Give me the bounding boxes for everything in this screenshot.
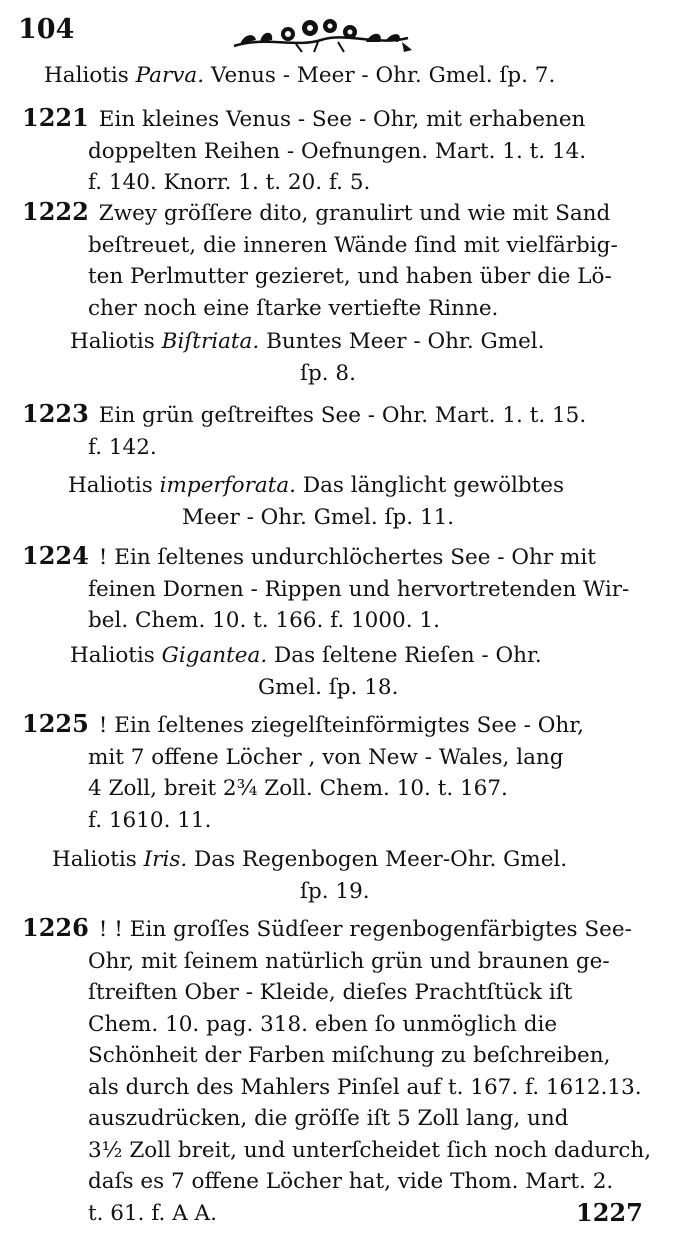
entry-number: 1225 — [22, 709, 89, 738]
species-name: Iris. — [143, 847, 188, 872]
entry-line: bel. Chem. 10. t. 166. f. 1000. 1. — [88, 608, 440, 633]
catalog-entry — [22, 196, 662, 324]
entry-line: f. 142. — [88, 434, 157, 460]
entry-line: ten Perlmutter gezieret, und haben über die Lö- — [88, 264, 612, 289]
entry-line: ! ! Ein groſſes Südſeer regenbogenfärbigtes See- — [98, 917, 632, 942]
catalog-entry — [22, 398, 662, 463]
genus-name: Haliotis — [52, 847, 137, 872]
entry-number: 1222 — [22, 197, 89, 226]
entry-line: f. 1610. 11. — [88, 807, 212, 833]
entry-number: 1224 — [22, 541, 89, 570]
entry-line: 4 Zoll, breit 2¾ Zoll. Chem. 10. t. 167. — [88, 776, 508, 801]
heading-continuation: ſp. 8. — [300, 361, 356, 386]
entry-line: t. 61. f. A A. — [88, 1200, 217, 1226]
genus-name: Haliotis — [70, 643, 155, 668]
heading-text: Das Regenbogen Meer-Ohr. Gmel. — [194, 847, 568, 872]
species-name: imperforata. — [159, 473, 296, 498]
catalog-entry — [22, 540, 662, 637]
entry-line: mit 7 offene Löcher , von New - Wales, lang — [88, 744, 564, 770]
catalog-entry — [22, 708, 662, 836]
species-name: Gigantea. — [161, 643, 268, 668]
entry-line: Zwey gröſſere dito, granulirt und wie mit Sand — [98, 201, 611, 226]
species-heading — [70, 640, 542, 704]
entry-line: ! Ein ſeltenes ziegelſteinförmigtes See - Ohr, — [98, 713, 584, 738]
heading-continuation: ſp. 19. — [300, 879, 370, 904]
entry-line: Schönheit der Farben miſchung zu beſchreiben, — [88, 1043, 611, 1068]
entry-line: cher noch eine ſtarke vertiefte Rinne. — [88, 295, 499, 321]
entry-line: ! Ein ſeltenes undurchlöchertes See - Ohr mit — [98, 545, 596, 570]
species-heading — [70, 326, 545, 390]
species-heading — [68, 470, 564, 534]
floral-vignette-ornament-icon — [226, 12, 416, 56]
heading-continuation: Meer - Ohr. Gmel. ſp. 11. — [182, 505, 455, 530]
entry-line: Ein grün geſtreiftes See - Ohr. Mart. 1. t. 15. — [98, 403, 587, 428]
entry-line: beſtreuet, die inneren Wände ſind mit vielfärbig- — [88, 232, 618, 258]
entry-line: als durch des Mahlers Pinſel auf t. 167. f. 1612.13. — [88, 1074, 642, 1100]
entry-line: auszudrücken, die gröſſe iſt 5 Zoll lang, und — [88, 1106, 569, 1131]
entry-line: daſs es 7 offene Löcher hat, vide Thom. Mart. 2. — [88, 1169, 614, 1194]
entry-line: 3½ Zoll breit, und unterſcheidet ſich noch dadurch, — [88, 1137, 652, 1163]
species-name: Biſtriata. — [161, 329, 260, 354]
catchword: 1227 — [576, 1198, 643, 1227]
catalog-entry — [22, 102, 662, 199]
species-name: Parva. — [135, 63, 205, 88]
genus-name: Haliotis — [70, 329, 155, 354]
entry-line: f. 140. Knorr. 1. t. 20. f. 5. — [88, 170, 371, 195]
entry-number: 1223 — [22, 399, 89, 428]
entry-line: ſtreiften Ober - Kleide, dieſes Prachtſtück iſt — [88, 980, 573, 1005]
catalog-entry — [22, 912, 662, 1229]
entry-line: feinen Dornen - Rippen und hervortretenden Wir- — [88, 576, 630, 602]
heading-continuation: Gmel. ſp. 18. — [258, 675, 399, 700]
heading-text: Venus - Meer - Ohr. Gmel. ſp. 7. — [210, 63, 556, 88]
species-heading — [52, 844, 567, 908]
entry-line: Ein kleines Venus - See - Ohr, mit erhabenen — [98, 107, 586, 132]
entry-line: Chem. 10. pag. 318. eben ſo unmöglich die — [88, 1011, 558, 1037]
heading-text: Buntes Meer - Ohr. Gmel. — [266, 329, 545, 354]
genus-name: Haliotis — [44, 63, 129, 88]
genus-name: Haliotis — [68, 473, 153, 498]
entry-line: Ohr, mit ſeinem natürlich grün und braunen ge- — [88, 948, 610, 974]
page-number: 104 — [18, 14, 75, 45]
entry-number: 1221 — [22, 103, 89, 132]
entry-number: 1226 — [22, 913, 89, 942]
entry-line: doppelten Reihen - Oefnungen. Mart. 1. t. 14. — [88, 138, 587, 164]
heading-text: Das länglicht gewölbtes — [302, 473, 565, 498]
species-heading — [44, 60, 555, 92]
heading-text: Das ſeltene Rieſen - Ohr. — [274, 643, 542, 668]
